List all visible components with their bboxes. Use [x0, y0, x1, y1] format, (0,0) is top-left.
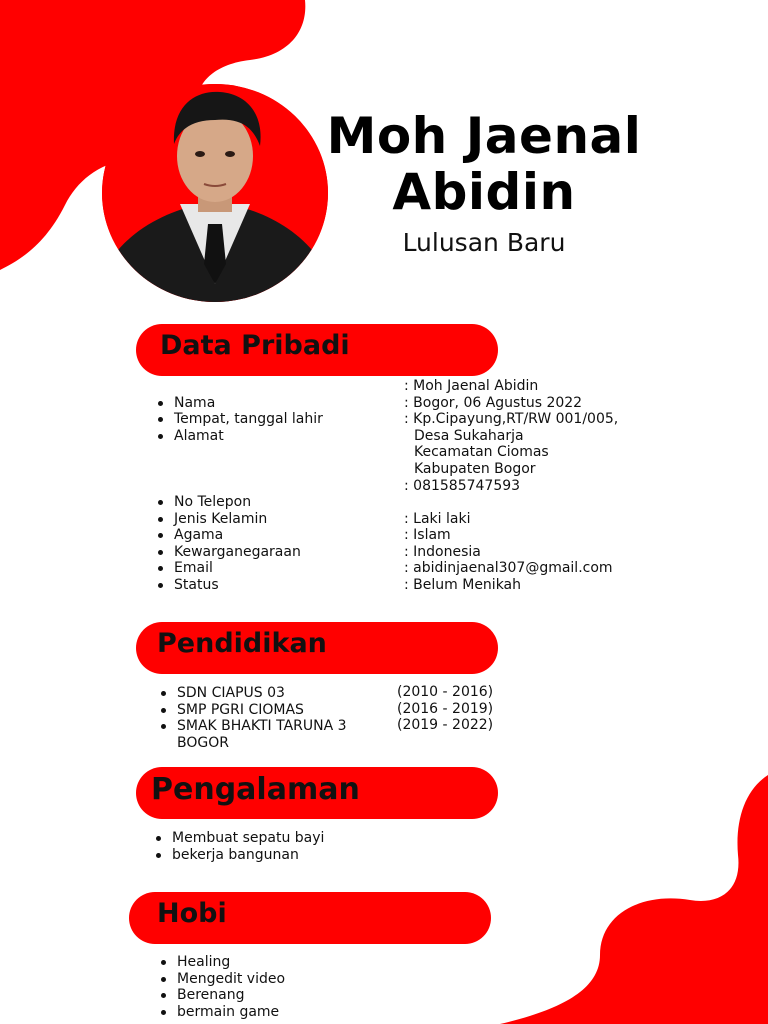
- section-title-pengalaman: Pengalaman: [151, 772, 360, 807]
- bullet-icon: [158, 500, 163, 505]
- bullet-icon: [158, 583, 163, 588]
- value-email: : abidinjaenal307@gmail.com: [404, 560, 613, 576]
- value-alamat-line2: Desa Sukaharja: [414, 428, 524, 444]
- hobby-item: Berenang: [177, 987, 245, 1003]
- label-status: Status: [174, 577, 219, 593]
- value-alamat-line3: Kecamatan Ciomas: [414, 444, 549, 460]
- hobby-item: bermain game: [177, 1004, 280, 1020]
- bullet-icon: [161, 1010, 166, 1015]
- job-subtitle: Lulusan Baru: [402, 228, 566, 257]
- school-name-continued: BOGOR: [177, 735, 229, 751]
- bullet-icon: [156, 836, 161, 841]
- bullet-icon: [161, 708, 166, 713]
- value-nama: : Moh Jaenal Abidin: [404, 378, 539, 394]
- value-no-telepon: : 081585747593: [404, 478, 521, 494]
- value-agama: : Islam: [404, 527, 451, 543]
- bullet-icon: [158, 401, 163, 406]
- value-jenis-kelamin: : Laki laki: [404, 511, 471, 527]
- section-title-pendidikan: Pendidikan: [157, 628, 327, 659]
- name-line-2: Abidin: [392, 163, 576, 221]
- bullet-icon: [158, 550, 163, 555]
- value-alamat-line4: Kabupaten Bogor: [414, 461, 536, 477]
- school-name: SMP PGRI CIOMAS: [177, 702, 304, 718]
- value-kewarganegaraan: : Indonesia: [404, 544, 481, 560]
- person-portrait-icon: [102, 84, 328, 302]
- bullet-icon: [161, 691, 166, 696]
- label-kewarganegaraan: Kewarganegaraan: [174, 544, 301, 560]
- hobby-item: Healing: [177, 954, 231, 970]
- bullet-icon: [156, 853, 161, 858]
- label-nama: Nama: [174, 395, 216, 411]
- bullet-icon: [161, 993, 166, 998]
- school-name: SMAK BHAKTI TARUNA 3: [177, 718, 347, 734]
- bullet-icon: [158, 434, 163, 439]
- label-jenis-kelamin: Jenis Kelamin: [174, 511, 268, 527]
- school-years: (2019 - 2022): [397, 717, 494, 733]
- section-title-hobi: Hobi: [157, 898, 227, 929]
- bullet-icon: [158, 517, 163, 522]
- school-name: SDN CIAPUS 03: [177, 685, 285, 701]
- full-name: [300, 108, 668, 220]
- profile-photo: [102, 84, 328, 302]
- school-years: (2010 - 2016): [397, 684, 494, 700]
- value-status: : Belum Menikah: [404, 577, 522, 593]
- label-email: Email: [174, 560, 213, 576]
- value-tempat-tanggal-lahir: : Bogor, 06 Agustus 2022: [404, 395, 583, 411]
- bullet-icon: [158, 566, 163, 571]
- label-no-telepon: No Telepon: [174, 494, 252, 510]
- label-alamat: Alamat: [174, 428, 224, 444]
- hobby-item: Mengedit video: [177, 971, 286, 987]
- bullet-icon: [158, 533, 163, 538]
- bullet-icon: [161, 977, 166, 982]
- bullet-icon: [158, 417, 163, 422]
- name-line-1: Moh Jaenal: [326, 107, 642, 165]
- experience-item: bekerja bangunan: [172, 847, 299, 863]
- label-tempat-tanggal-lahir: Tempat, tanggal lahir: [174, 411, 323, 427]
- school-years: (2016 - 2019): [397, 701, 494, 717]
- value-alamat-line1: : Kp.Cipayung,RT/RW 001/005,: [404, 411, 619, 427]
- bottom-right-blob: [500, 775, 768, 1024]
- experience-item: Membuat sepatu bayi: [172, 830, 325, 846]
- label-agama: Agama: [174, 527, 224, 543]
- bullet-icon: [161, 724, 166, 729]
- bullet-icon: [161, 960, 166, 965]
- section-title-data-pribadi: Data Pribadi: [160, 330, 350, 361]
